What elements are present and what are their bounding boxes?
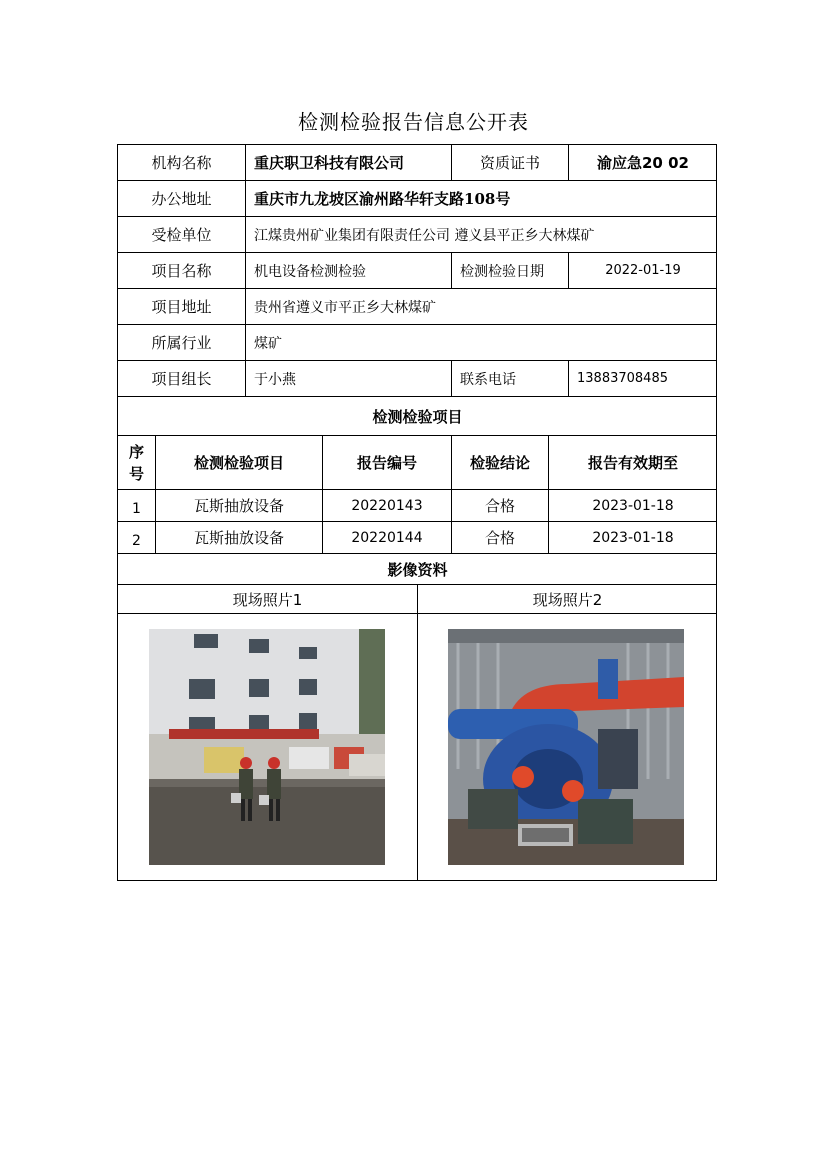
- row2-valid-until: 2023-01-18: [549, 522, 717, 554]
- row2-report-no: 20220144: [323, 522, 452, 554]
- row2-seq: 2: [118, 522, 156, 554]
- photo2-label: 现场照片2: [418, 585, 717, 614]
- inspected-unit-value: 江煤贵州矿业集团有限责任公司 遵义县平正乡大林煤矿: [246, 217, 717, 253]
- site-photo-1: [149, 629, 385, 865]
- site-photo-2: [448, 629, 684, 865]
- site-photo-2-image: [448, 629, 684, 865]
- row2-item: 瓦斯抽放设备: [156, 522, 323, 554]
- header-valid-until: 报告有效期至: [549, 436, 717, 490]
- header-seq-line1: 序: [128, 442, 144, 461]
- header-report-no: 报告编号: [323, 436, 452, 490]
- page-title: 检测检验报告信息公开表: [298, 110, 529, 134]
- cert-value: 渝应急20 02: [569, 145, 717, 181]
- project-name-label: 项目名称: [118, 253, 246, 289]
- header-seq-line2: 号: [128, 464, 144, 483]
- org-name-value: 重庆职卫科技有限公司: [246, 145, 452, 181]
- project-site-value: 贵州省遵义市平正乡大林煤矿: [246, 289, 717, 325]
- phone-label: 联系电话: [452, 361, 569, 397]
- media-section-heading: 影像资料: [118, 554, 717, 585]
- phone-value: 13883708485: [569, 361, 717, 397]
- row1-seq: 1: [118, 490, 156, 522]
- address-value: 重庆市九龙坡区渝州路华轩支路108号: [246, 181, 717, 217]
- leader-value: 于小燕: [246, 361, 452, 397]
- inspection-date-value: 2022-01-19: [569, 253, 717, 289]
- header-seq: [118, 436, 156, 490]
- project-name-value: 机电设备检测检验: [246, 253, 452, 289]
- row1-report-no: 20220143: [323, 490, 452, 522]
- address-label: 办公地址: [118, 181, 246, 217]
- header-item: 检测检验项目: [156, 436, 323, 490]
- header-conclusion: 检验结论: [452, 436, 549, 490]
- site-photo-1-image: [149, 629, 385, 865]
- industry-value: 煤矿: [246, 325, 717, 361]
- photo1-label: 现场照片1: [118, 585, 418, 614]
- project-site-label: 项目地址: [118, 289, 246, 325]
- leader-label: 项目组长: [118, 361, 246, 397]
- inspection-date-label: 检测检验日期: [452, 253, 569, 289]
- row1-conclusion: 合格: [452, 490, 549, 522]
- inspected-unit-label: 受检单位: [118, 217, 246, 253]
- row1-valid-until: 2023-01-18: [549, 490, 717, 522]
- row2-conclusion: 合格: [452, 522, 549, 554]
- cert-label: 资质证书: [452, 145, 569, 181]
- row1-item: 瓦斯抽放设备: [156, 490, 323, 522]
- industry-label: 所属行业: [118, 325, 246, 361]
- org-name-label: 机构名称: [118, 145, 246, 181]
- items-section-heading: 检测检验项目: [118, 397, 717, 436]
